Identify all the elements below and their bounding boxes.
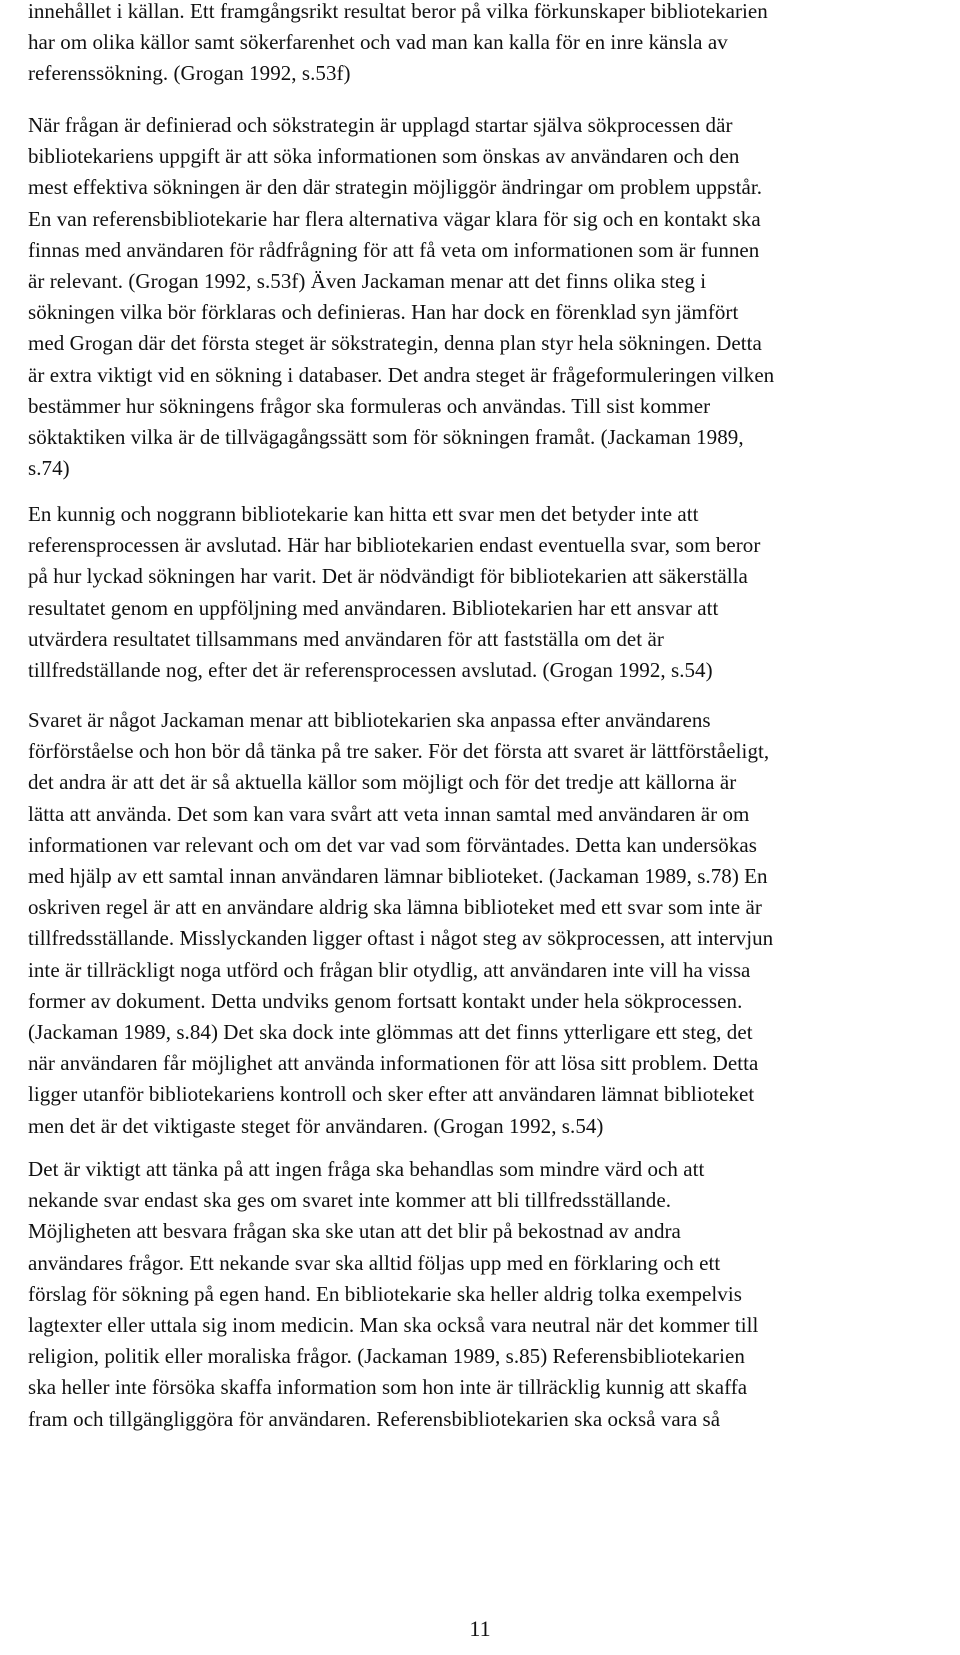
text-line: ligger utanför bibliotekariens kontroll och sker efter att användaren lämnat biblioteket (28, 1082, 755, 1107)
text-line: bestämmer hur sökningens frågor ska formuleras och användas. Till sist kommer (28, 393, 711, 418)
text-line: En van referensbibliotekarie har flera alternativa vägar klara för sig och en kontakt ska (28, 206, 761, 231)
text-line: har om olika källor samt sökerfarenhet och vad man kan kalla för en inre känsla av (28, 30, 728, 55)
text-line: tillfredställande nog, efter det är referensprocessen avslutad. (Grogan 1992, s.54) (28, 658, 713, 683)
text-line: former av dokument. Detta undviks genom fortsatt kontakt under hela sökprocessen. (28, 988, 743, 1013)
text-line: förförståelse och hon bör då tänka på tre saker. För det första att svaret är lättförståeligt, (28, 739, 770, 764)
paragraph-5 (28, 1154, 758, 1435)
text-line: användares frågor. Ett nekande svar ska alltid följas upp med en förklaring och ett (28, 1250, 721, 1275)
text-line: religion, politik eller moraliska frågor. (Jackaman 1989, s.85) Referensbibliotekarien (28, 1344, 745, 1369)
text-line: men det är det viktigaste steget för användaren. (Grogan 1992, s.54) (28, 1113, 604, 1138)
text-line: resultatet genom en uppföljning med användaren. Bibliotekarien har ett ansvar att (28, 595, 719, 620)
page-number: 11 (469, 1616, 491, 1641)
paragraph-2 (28, 110, 774, 484)
text-line: Svaret är något Jackaman menar att bibliotekarien ska anpassa efter användarens (28, 708, 711, 732)
text-line: Det är viktigt att tänka på att ingen fråga ska behandlas som mindre värd och att (28, 1157, 705, 1181)
text-line: utvärdera resultatet tillsammans med användaren för att fastställa om det är (28, 626, 664, 651)
text-line: inte är tillräckligt noga utförd och frågan blir otydlig, att användaren inte vill ha vissa (28, 957, 751, 982)
text-line: När frågan är definierad och sökstrategin är upplagd startar själva sökprocessen där (28, 113, 733, 137)
text-line: innehållet i källan. Ett framgångsrikt resultat beror på vilka förkunskaper bibliotekarien (28, 0, 768, 23)
text-line: ska heller inte försöka skaffa information som hon inte är tillräcklig kunnig att skaffa (28, 1375, 748, 1400)
text-line: sökningen vilka bör förklaras och definieras. Han har dock en förenklad syn jämfört (28, 300, 739, 325)
text-line: söktaktiken vilka är de tillvägagångssätt som för sökningen framåt. (Jackaman 1989, (28, 425, 744, 450)
text-line: det andra är att det är så aktuella källor som möjligt och för det tredje att källorna är (28, 770, 737, 795)
paragraph-1 (28, 0, 768, 90)
text-line: En kunnig och noggrann bibliotekarie kan hitta ett svar men det betyder inte att (28, 502, 699, 526)
text-line: (Jackaman 1989, s.84) Det ska dock inte glömmas att det finns ytterligare ett steg, det (28, 1020, 753, 1045)
text-line: Möjligheten att besvara frågan ska ske utan att det blir på bekostnad av andra (28, 1219, 681, 1244)
text-line: är extra viktigt vid en sökning i databaser. Det andra steget är frågeformuleringen vilken (28, 362, 775, 387)
text-line: lagtexter eller uttala sig inom medicin. Man ska också vara neutral när det kommer till (28, 1313, 759, 1338)
text-line: är relevant. (Grogan 1992, s.53f) Även Jackaman menar att det finns olika steg i (28, 269, 707, 294)
text-line: mest effektiva sökningen är den där strategin möjliggör ändringar om problem uppstår. (28, 175, 763, 200)
text-line: tillfredsställande. Misslyckanden ligger oftast i något steg av sökprocessen, att intervjun (28, 926, 774, 951)
text-line: när användaren får möjlighet att använda informationen för att lösa sitt problem. Detta (28, 1051, 759, 1076)
paragraph-4 (28, 705, 773, 1142)
text-line: med hjälp av ett samtal innan användaren lämnar biblioteket. (Jackaman 1989, s.78) En (28, 864, 768, 889)
text-line: med Grogan där det första steget är sökstrategin, denna plan styr hela sökningen. Detta (28, 331, 762, 356)
text-line: bibliotekariens uppgift är att söka informationen som önskas av användaren och den (28, 144, 740, 169)
text-line: informationen var relevant och om det var vad som förväntades. Detta kan undersökas (28, 832, 757, 857)
text-line: fram och tillgängliggöra för användaren. Referensbibliotekarien ska också vara så (28, 1406, 721, 1431)
text-line: nekande svar endast ska ges om svaret inte kommer att bli tillfredsställande. (28, 1188, 671, 1213)
text-line: s.74) (28, 456, 70, 481)
text-line: förslag för sökning på egen hand. En bibliotekarie ska heller aldrig tolka exempelvis (28, 1281, 742, 1306)
text-line: oskriven regel är att en användare aldrig ska lämna biblioteket med ett svar som inte är (28, 895, 762, 920)
text-line: på hur lyckad sökningen har varit. Det är nödvändigt för bibliotekarien att säkerställa (28, 564, 748, 589)
text-line: referenssökning. (Grogan 1992, s.53f) (28, 61, 351, 86)
text-line: finnas med användaren för rådfrågning för att få veta om informationen som är funnen (28, 237, 760, 262)
text-line: referensprocessen är avslutad. Här har bibliotekarien endast eventuella svar, som beror (28, 533, 761, 558)
paragraph-3 (28, 499, 760, 686)
text-line: lätta att använda. Det som kan vara svårt att veta innan samtal med användaren är om (28, 801, 750, 826)
